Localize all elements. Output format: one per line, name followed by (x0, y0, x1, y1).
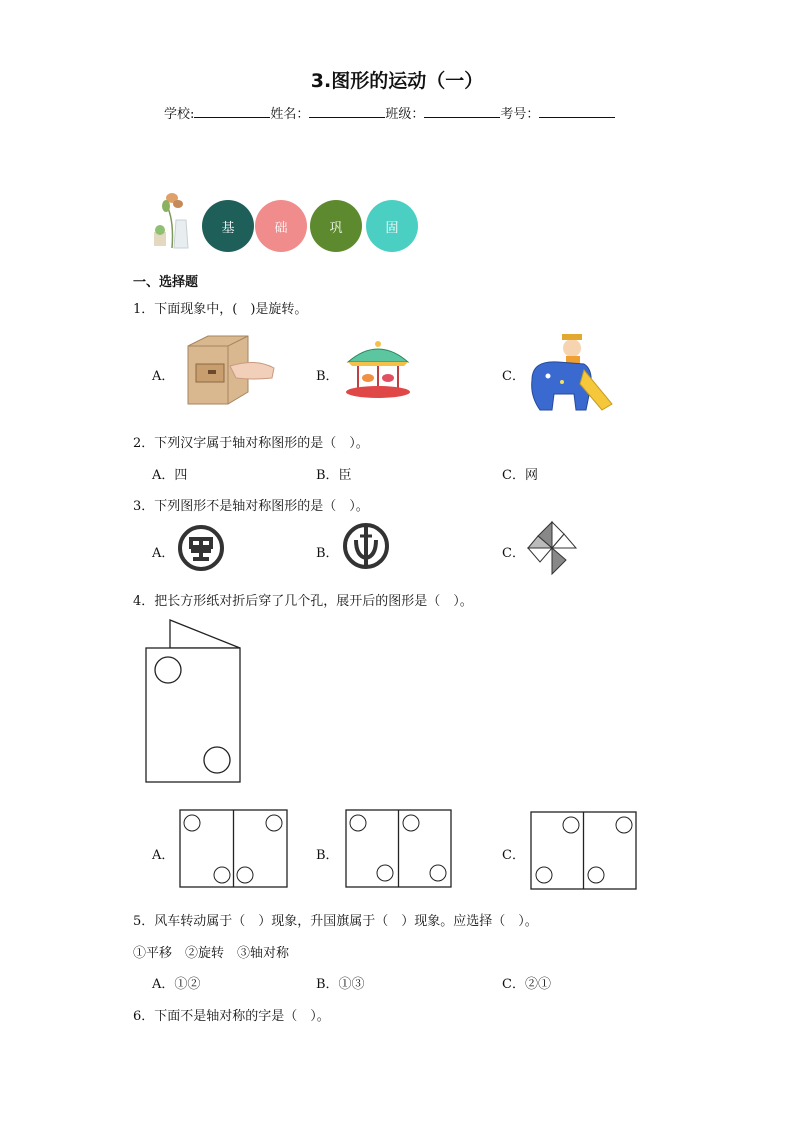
banner-circle-2: 础 (255, 200, 307, 252)
question-2-option-a[interactable]: A．四 (152, 468, 188, 483)
pinwheel-icon (526, 520, 578, 576)
question-1-stem: 1．下面现象中，( )是旋转。 (133, 302, 308, 317)
option-a-unfolded-figure (179, 809, 289, 889)
class-label: 班级： (385, 107, 425, 122)
class-blank[interactable] (424, 105, 500, 118)
name-label: 姓名： (270, 107, 310, 122)
elephant-slide-icon (528, 330, 614, 412)
banner-circle-1: 基 (202, 200, 254, 252)
question-1-option-a[interactable]: A． (152, 369, 175, 384)
question-2-option-b[interactable]: B．臣 (316, 468, 352, 483)
name-blank[interactable] (309, 105, 385, 118)
question-5-option-c[interactable]: C．②① (502, 977, 551, 992)
question-6-stem: 6．下面不是轴对称的字是（ ）。 (133, 1009, 330, 1024)
section-heading: 一、选择题 (133, 275, 199, 290)
question-5-option-a[interactable]: A．①② (152, 977, 201, 992)
page-title: 3.图形的运动（一） (310, 70, 484, 92)
question-2-stem: 2．下列汉字属于轴对称图形的是（ ）。 (133, 436, 369, 451)
carousel-icon (344, 340, 412, 400)
student-info-line (164, 103, 615, 122)
school-label: 学校: (164, 107, 195, 122)
question-3-option-a[interactable]: A． (152, 546, 175, 561)
question-5-legend: ①平移 ②旋转 ③轴对称 (133, 946, 290, 961)
flower-vase-icon (148, 188, 192, 250)
question-5-option-b[interactable]: B．①③ (316, 977, 365, 992)
banner-circle-4: 固 (366, 200, 418, 252)
exam-blank[interactable] (539, 105, 615, 118)
question-4-option-a[interactable]: A． (152, 848, 175, 863)
question-3-option-c[interactable]: C． (502, 546, 525, 561)
agricultural-bank-logo-icon (342, 522, 390, 570)
exam-label: 考号： (500, 107, 540, 122)
question-1-option-c[interactable]: C． (502, 369, 525, 384)
banner-circle-3: 巩 (310, 200, 362, 252)
option-c-unfolded-figure (530, 811, 638, 891)
bank-logo-icon (178, 525, 224, 571)
question-2-option-c[interactable]: C．网 (502, 468, 538, 483)
option-b-unfolded-figure (345, 809, 453, 889)
drawer-icon (186, 334, 276, 408)
school-blank[interactable] (194, 105, 270, 118)
question-1-option-b[interactable]: B． (316, 369, 339, 384)
question-4-option-b[interactable]: B． (316, 848, 339, 863)
question-4-stem: 4．把长方形纸对折后穿了几个孔，展开后的图形是（ ）。 (133, 594, 473, 609)
question-4-option-c[interactable]: C． (502, 848, 525, 863)
question-3-stem: 3．下列图形不是轴对称图形的是（ ）。 (133, 499, 369, 514)
question-5-stem: 5．风车转动属于（ ）现象，升国旗属于（ ）现象。应选择（ ）。 (133, 914, 538, 929)
folded-paper-figure (144, 618, 244, 786)
question-3-option-b[interactable]: B． (316, 546, 339, 561)
